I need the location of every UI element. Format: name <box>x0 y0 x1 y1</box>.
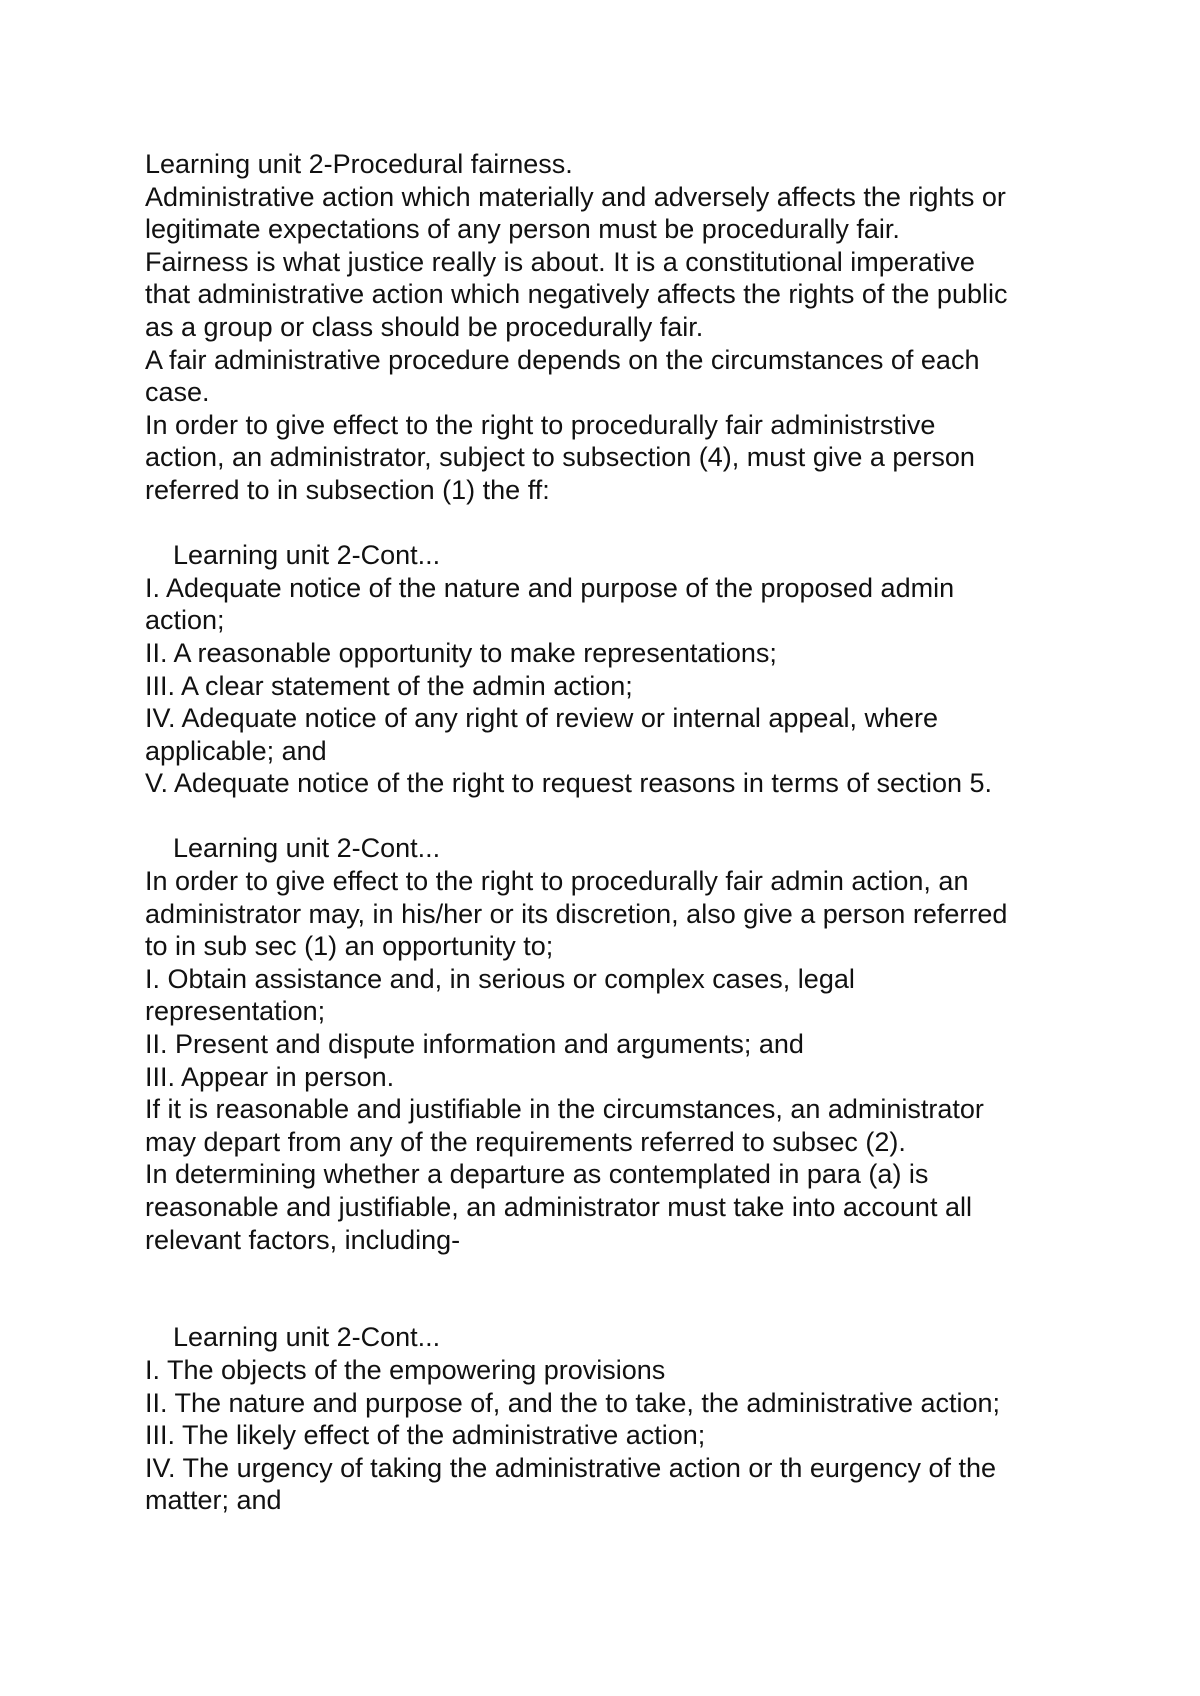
paragraph-line: action, an administrator, subject to subsection (4), must give a person <box>145 442 975 473</box>
section-procedural-fairness <box>145 148 1105 507</box>
list-item: II. The nature and purpose of, and the to take, the administrative action; <box>145 1387 1001 1418</box>
list-item: applicable; and <box>145 735 327 766</box>
spacer <box>145 1256 1105 1321</box>
list-item: I. Obtain assistance and, in serious or complex cases, legal <box>145 963 855 994</box>
paragraph-line: If it is reasonable and justifiable in the circumstances, an administrator <box>145 1094 984 1125</box>
list-item: III. A clear statement of the admin action; <box>145 670 633 701</box>
paragraph-line: case. <box>145 377 210 408</box>
list-item: III. The likely effect of the administrative action; <box>145 1420 706 1451</box>
paragraph-line: Fairness is what justice really is about. It is a constitutional imperative <box>145 246 975 277</box>
paragraph-line: referred to in subsection (1) the ff: <box>145 474 550 505</box>
list-item: IV. The urgency of taking the administrative action or th eurgency of the <box>145 1452 997 1483</box>
list-item: II. A reasonable opportunity to make representations; <box>145 637 777 668</box>
paragraph-line: In order to give effect to the right to procedurally fair admin action, an <box>145 866 969 897</box>
list-item: V. Adequate notice of the right to request reasons in terms of section 5. <box>145 768 993 799</box>
section-heading: Learning unit 2-Cont... <box>173 1322 441 1353</box>
section-heading: Learning unit 2-Cont... <box>173 833 441 864</box>
paragraph-line: that administrative action which negatively affects the rights of the public <box>145 279 1008 310</box>
paragraph-line: reasonable and justifiable, an administrator must take into account all <box>145 1192 972 1222</box>
section-heading: Learning unit 2-Cont... <box>173 540 441 571</box>
paragraph-line: In determining whether a departure as contemplated in para (a) is <box>145 1159 929 1190</box>
list-item: action; <box>145 605 225 636</box>
section-cont-discretion <box>145 832 1105 1256</box>
section-cont-requirements <box>145 539 1105 800</box>
section-heading: Learning unit 2-Procedural fairness. <box>145 149 573 179</box>
section-cont-factors <box>145 1321 1105 1517</box>
list-item: I. Adequate notice of the nature and purpose of the proposed admin <box>145 572 955 603</box>
list-item: IV. Adequate notice of any right of review or internal appeal, where <box>145 703 939 734</box>
list-item: I. The objects of the empowering provisions <box>145 1354 666 1385</box>
paragraph-line: A fair administrative procedure depends on the circumstances of each <box>145 344 980 375</box>
list-item: matter; and <box>145 1485 282 1516</box>
paragraph-line: to in sub sec (1) an opportunity to; <box>145 931 554 962</box>
paragraph-line: as a group or class should be procedurally fair. <box>145 311 704 342</box>
list-item: III. Appear in person. <box>145 1061 395 1092</box>
paragraph-line: Administrative action which materially and adversely affects the rights or <box>145 181 1006 212</box>
paragraph-line: In order to give effect to the right to procedurally fair administrstive <box>145 409 936 440</box>
spacer <box>145 800 1105 833</box>
document-body <box>145 148 1105 1517</box>
paragraph-line: legitimate expectations of any person must be procedurally fair. <box>145 214 900 245</box>
spacer <box>145 507 1105 540</box>
paragraph-line: relevant factors, including- <box>145 1224 461 1255</box>
list-item: representation; <box>145 996 326 1027</box>
paragraph-line: may depart from any of the requirements referred to subsec (2). <box>145 1126 906 1157</box>
list-item: II. Present and dispute information and arguments; and <box>145 1029 804 1060</box>
paragraph-line: administrator may, in his/her or its discretion, also give a person referred <box>145 898 1008 929</box>
